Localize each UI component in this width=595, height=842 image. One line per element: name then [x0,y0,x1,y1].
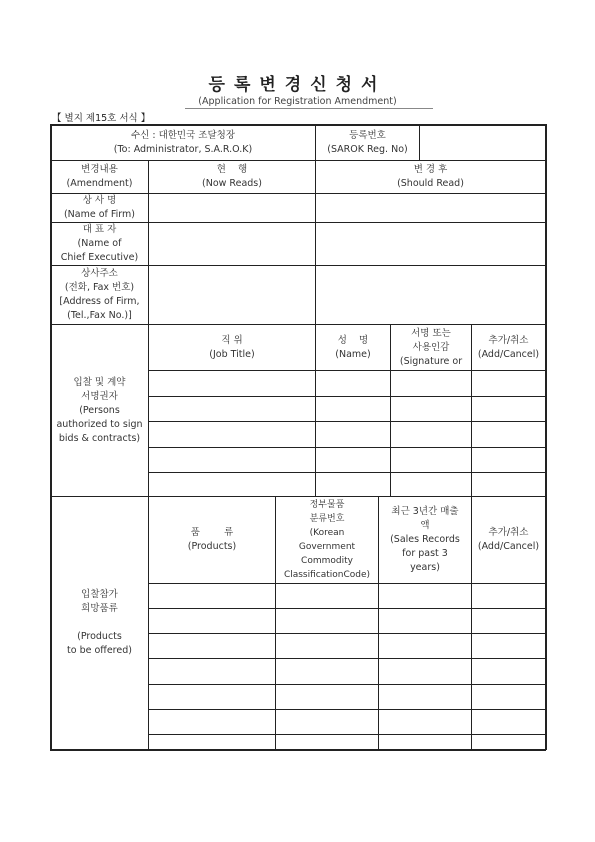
commodity-en-1: (Korean [309,528,345,538]
signature-ko-1: 서명 또는 [411,327,451,339]
firm-name-new-field[interactable] [316,194,545,222]
rule [148,370,546,371]
now-reads-header [149,161,315,193]
add-cancel-en: (Add/Cancel) [477,348,540,360]
signers-ko-2: 서명권자 [81,390,118,402]
products-add-cancel-header [472,497,545,583]
products-ko-2: 희망품류 [81,603,118,614]
rule [148,583,546,584]
products-en-2: to be offered) [67,645,132,656]
address-now-field[interactable] [149,266,315,324]
firm-name-now-field[interactable] [149,194,315,222]
signature-header [391,325,471,370]
signers-en-1: (Persons [79,404,120,416]
firm-name-label [51,194,148,222]
commodity-en-3: Commodity [301,556,353,566]
rule [148,396,546,397]
commodity-en-4: ClassificationCode) [283,570,371,580]
reg-no-en: (SAROK Reg. No) [327,143,408,155]
address-ko-1: 상사주소 [81,268,118,279]
rule [148,608,546,609]
signature-ko-2: 사용인감 [412,341,450,353]
should-read-en: (Should Read) [397,178,464,189]
name-ko: 성 명 [337,334,369,346]
rule [148,472,546,473]
signature-en: (Signature or [399,355,463,367]
reg-no-label-cell [316,125,419,160]
firm-name-en: (Name of Firm) [63,209,136,220]
table-border-right [545,124,547,750]
sales-en-2: for past 3 [402,548,448,559]
recipient-cell [51,125,315,160]
sales-ko-2: 액 [420,520,430,531]
form-subtitle: (Application for Registration Amendment) [198,96,397,107]
amendment-header [51,161,148,193]
sales-records-header [379,497,471,583]
rule [148,633,546,634]
rule [148,684,546,685]
rule [148,734,546,735]
job-title-ko: 직 위 [221,334,243,346]
chief-executive-en-2: Chief Executive) [60,252,139,263]
products-add-cancel-en: (Add/Cancel) [477,541,540,552]
signers-ko-1: 입찰 및 계약 [73,376,126,388]
address-new-field[interactable] [316,266,545,324]
should-read-header [316,161,545,193]
sales-en-3: years) [410,562,440,573]
chief-executive-new-field[interactable] [316,223,545,265]
rule [148,658,546,659]
chief-executive-ko: 대 표 자 [82,224,117,235]
name-en: (Name) [335,348,371,360]
rule [148,447,546,448]
sales-en-1: (Sales Records [390,534,460,545]
name-header [316,325,390,370]
add-cancel-header [472,325,545,370]
form-number: 【 별지 제15호 서식 】 [52,113,151,124]
chief-executive-en-1: (Name of [77,238,122,249]
job-title-en: (Job Title) [209,348,255,360]
chief-executive-label [51,223,148,265]
commodity-ko-2: 분류번호 [309,514,345,524]
form-title: 등록변경신청서 [208,75,387,95]
signers-label [51,325,148,496]
address-ko-2: (전화, Fax 번호) [64,282,135,293]
commodity-code-header [276,497,378,583]
signers-en-2: authorized to sign [56,418,143,430]
chief-executive-now-field[interactable] [149,223,315,265]
recipient-en: (To: Administrator, S.A.R.O.K) [113,143,253,155]
products-header [149,497,275,583]
signers-en-3: bids & contracts) [58,432,141,444]
now-reads-en: (Now Reads) [202,178,262,189]
rule [148,709,546,710]
sales-ko-1: 최근 3년간 매출 [391,506,459,517]
reg-no-field[interactable] [420,125,545,160]
products-en-1: (Products [77,631,122,642]
amendment-ko: 변경내용 [81,164,118,175]
amendment-en: (Amendment) [66,178,133,189]
add-cancel-ko: 추가/취소 [488,334,529,346]
products-ko: 품 류 [190,527,234,538]
commodity-en-2: Government [298,542,356,552]
commodity-ko-1: 정부물품 [309,500,345,510]
firm-name-ko: 상 사 명 [82,195,117,206]
job-title-header [149,325,315,370]
products-add-cancel-ko: 추가/취소 [488,527,529,538]
products-ko-1: 입찰참가 [81,589,118,600]
address-en-2: (Tel.,Fax No.)] [67,310,132,321]
products-label [51,497,148,749]
rule [148,421,546,422]
products-en: (Products) [187,541,237,552]
recipient-ko: 수신 : 대한민국 조달청장 [130,129,236,141]
address-label [51,266,148,324]
reg-no-ko: 등록번호 [349,129,386,141]
address-en-1: [Address of Firm, [59,296,140,307]
should-read-ko: 변 경 후 [413,164,448,175]
now-reads-ko: 현 행 [216,164,248,175]
